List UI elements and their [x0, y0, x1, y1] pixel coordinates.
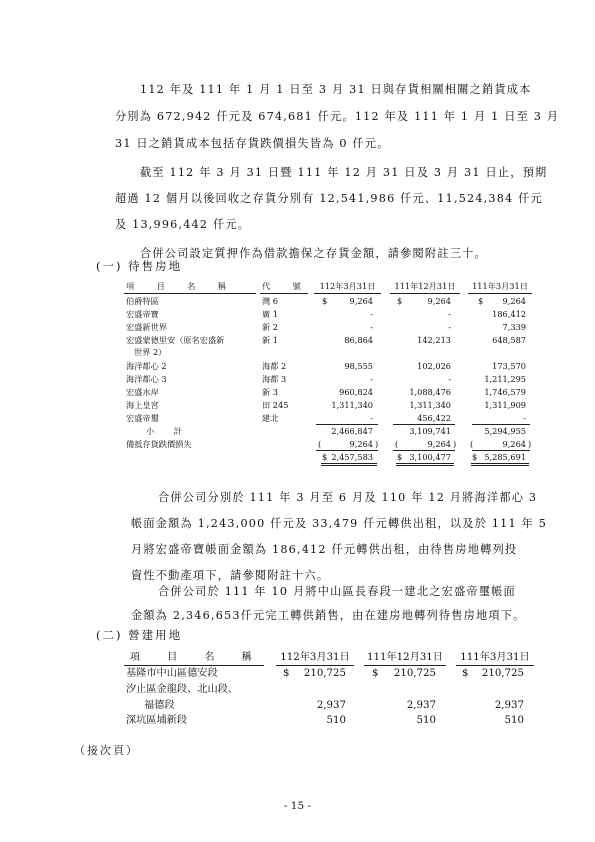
- row-value-1: -: [370, 322, 373, 332]
- subtotal-value-1: 2,466,847: [331, 426, 373, 436]
- currency-symbol: $: [397, 296, 403, 306]
- paragraph-3: 合併公司設定質押作為借款擔保之存貨金額，請參閱附註三十。: [140, 247, 487, 260]
- row-name: 基隆市中山區德安段: [126, 668, 218, 679]
- row-code: 廣 1: [262, 309, 278, 319]
- row-code: 田 245: [262, 400, 289, 410]
- row-value-1: 960,824: [339, 387, 373, 397]
- subtotal-value-2: 3,109,741: [409, 426, 451, 436]
- paren-close: ): [375, 439, 379, 449]
- row-name: 深坑區埔新段: [126, 715, 188, 726]
- row-code: 新 3: [262, 387, 278, 397]
- row-value-1: 1,311,340: [331, 400, 373, 410]
- row-value-2: 510: [416, 715, 436, 726]
- paragraph-4-line-3: 月將宏盛帝寶帳面金額為 186,412 仟元轉供出租，由待售房地轉列投: [131, 543, 518, 556]
- row-name: 海洋都心 2: [126, 361, 167, 371]
- paragraph-1-line-1: 112 年及 111 年 1 月 1 日至 3 月 31 日與存貨相關相關之銷貨成本: [140, 83, 532, 96]
- row-value-1: -: [370, 413, 373, 423]
- row-value-2: -: [448, 374, 451, 384]
- row-code: 海都 3: [262, 374, 287, 384]
- paragraph-5-line-2: 金額為 2,346,653仟元完工轉供銷售，由在建房地轉列待售房地項下。: [131, 609, 526, 622]
- row-name: 宏盛蒙德里安（原名宏盛新: [126, 335, 225, 345]
- row-value-1: 86,864: [344, 335, 373, 345]
- row-value-3: 9,264: [502, 296, 526, 306]
- row-code: 灣 6: [262, 296, 278, 306]
- section-2-heading: (二) 營建用地: [96, 628, 183, 642]
- currency-symbol: $: [462, 668, 469, 679]
- paragraph-2-line-3: 及 13,996,442 仟元。: [115, 218, 251, 231]
- row-name: 宏盛水岸: [126, 387, 159, 397]
- total-value-2: 3,100,477: [409, 452, 451, 462]
- row-value-3: 510: [504, 715, 524, 726]
- col-header-2023-03-31: 112年3月31日: [319, 281, 376, 291]
- row-name: 伯爵特區: [126, 296, 159, 306]
- paragraph-1-line-3: 31 日之銷貨成本包括存貨跌價損失皆為 0 仟元。: [115, 137, 390, 150]
- row-value-3: 173,570: [492, 361, 526, 371]
- row-value-2: -: [448, 322, 451, 332]
- currency-symbol: $: [283, 668, 290, 679]
- subtotal-label: 小 計: [146, 426, 183, 436]
- paragraph-4-line-1: 合併公司分別於 111 年 3 月至 6 月及 110 年 12 月將海洋都心 3: [158, 491, 538, 504]
- row-value-3: 1,211,295: [484, 374, 526, 384]
- row-value-1: 210,725: [303, 668, 346, 679]
- row-value-2: 1,311,340: [409, 400, 451, 410]
- allowance-value-3: 9,264: [502, 439, 526, 449]
- row-name: 汐止區金龍段、北山段、: [126, 684, 239, 695]
- subtotal-value-3: 5,294,955: [484, 426, 526, 436]
- row-name: 宏盛帝璽: [126, 413, 159, 423]
- row-value-1: -: [370, 374, 373, 384]
- row-value-2: -: [448, 309, 451, 319]
- row-name: 福德段: [144, 700, 175, 711]
- row-name: 海洋都心 3: [126, 374, 167, 384]
- col-header-2023-03-31: 112年3月31日: [280, 652, 350, 663]
- row-value-1: 98,555: [344, 361, 373, 371]
- col-header-item: 項 目 名 稱: [130, 652, 254, 663]
- page-number: - 15 -: [283, 800, 312, 812]
- paren-close: ): [528, 439, 532, 449]
- paragraph-5-line-1: 合併公司於 111 年 10 月將中山區長春段一建北之宏盛帝璽帳面: [158, 585, 516, 598]
- row-value-3: 1,311,909: [484, 400, 526, 410]
- paragraph-1-line-2: 分別為 672,942 仟元及 674,681 仟元。112 年及 111 年 1 月 1 日至 3 月: [115, 110, 560, 123]
- row-name: 宏盛新世界: [126, 322, 167, 332]
- paren-open: (: [318, 439, 322, 449]
- col-header-2022-03-31: 111年3月31日: [472, 281, 528, 291]
- col-header-2022-03-31: 111年3月31日: [460, 652, 530, 663]
- row-code: 建北: [262, 413, 279, 423]
- col-header-2022-12-31: 111年12月31日: [394, 281, 456, 291]
- row-code: 海都 2: [262, 361, 287, 371]
- col-header-2022-12-31: 111年12月31日: [367, 652, 443, 663]
- row-value-3: 210,725: [481, 668, 524, 679]
- row-value-2: 9,264: [427, 296, 451, 306]
- col-header-code: 代 號: [262, 281, 303, 291]
- allowance-value-1: 9,264: [349, 439, 373, 449]
- row-code: 新 2: [262, 322, 278, 332]
- section-1-heading: (一) 待售房地: [96, 259, 183, 273]
- currency-symbol: $: [322, 452, 328, 462]
- row-value-2: 1,088,476: [409, 387, 451, 397]
- currency-symbol: $: [472, 452, 478, 462]
- paragraph-2-line-1: 截至 112 年 3 月 31 日暨 111 年 12 月 31 日及 3 月 31 日止，預期: [140, 166, 548, 179]
- row-code: 新 1: [262, 335, 278, 345]
- row-value-1: 9,264: [349, 296, 373, 306]
- currency-symbol: $: [478, 296, 484, 306]
- row-value-1: 510: [326, 715, 346, 726]
- allowance-value-2: 9,264: [427, 439, 451, 449]
- paragraph-4-line-4: 資性不動產項下，請參閱附註十六。: [131, 569, 330, 582]
- total-value-3: 5,285,691: [484, 452, 526, 462]
- row-value-3: 7,339: [502, 322, 526, 332]
- row-value-3: -: [523, 413, 526, 423]
- currency-symbol: $: [372, 668, 379, 679]
- row-value-2: 142,213: [417, 335, 451, 345]
- row-value-2: 210,725: [393, 668, 436, 679]
- row-value-1: 2,937: [316, 700, 346, 711]
- total-value-1: 2,457,583: [331, 452, 373, 462]
- continued-note: （接次頁）: [74, 744, 139, 757]
- row-value-1: -: [370, 309, 373, 319]
- row-value-2: 2,937: [406, 700, 436, 711]
- row-value-2: 456,422: [417, 413, 451, 423]
- paren-open: (: [395, 439, 399, 449]
- row-value-2: 102,026: [417, 361, 451, 371]
- paragraph-4-line-2: 帳面金額為 1,243,000 仟元及 33,479 仟元轉供出租，以及於 111 年 5: [131, 517, 548, 530]
- paren-close: ): [453, 439, 457, 449]
- paragraph-2-line-2: 超過 12 個月以後回收之存貨分別有 12,541,986 仟元、11,524,384 仟元: [115, 192, 543, 205]
- currency-symbol: $: [397, 452, 403, 462]
- col-header-item: 項 目 名 稱: [126, 281, 228, 291]
- currency-symbol: $: [322, 296, 328, 306]
- row-name: 海上皇宮: [126, 400, 159, 410]
- row-value-3: 2,937: [494, 700, 524, 711]
- row-value-3: 1,746,579: [484, 387, 526, 397]
- paren-open: (: [470, 439, 474, 449]
- row-value-3: 648,587: [492, 335, 526, 345]
- allowance-label: 備抵存貨跌價損失: [126, 439, 192, 449]
- row-name-continued: 世界 2）: [134, 347, 167, 357]
- row-value-3: 186,412: [492, 309, 526, 319]
- row-name: 宏盛帝寶: [126, 309, 159, 319]
